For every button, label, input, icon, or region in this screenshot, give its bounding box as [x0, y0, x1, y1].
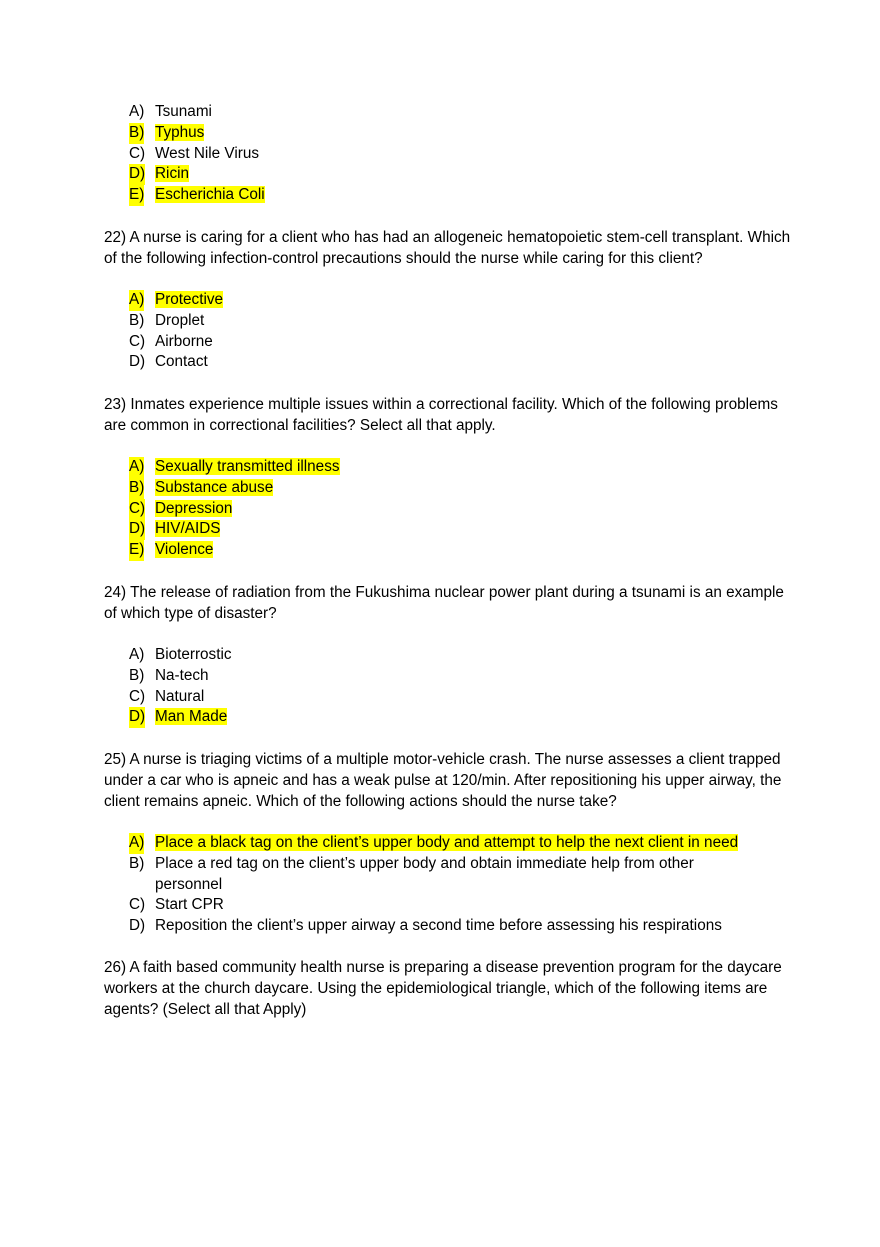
- option-b: [0, 854, 735, 896]
- question-23-text: 23) Inmates experience multiple issues within a correctional facility. Which of the following problems are common in correctional facilities? Select all that apply.: [104, 396, 778, 434]
- option-text: Bioterrostic: [155, 646, 232, 663]
- option-text: Depression: [155, 499, 233, 517]
- answer-options: [0, 645, 880, 728]
- option-text: West Nile Virus: [155, 144, 259, 162]
- option-c: [0, 687, 880, 708]
- option-letter: E): [129, 185, 144, 206]
- option-text: Tsunami: [155, 103, 212, 120]
- answer-options: [0, 290, 880, 373]
- option-letter: B): [129, 478, 144, 499]
- option-text: Reposition the client’s upper airway a second time before assessing his respirations: [155, 917, 722, 935]
- option-text: Airborne: [155, 332, 213, 350]
- option-a: [0, 833, 880, 854]
- option-letter: C): [129, 144, 146, 162]
- question-26-block: [0, 958, 880, 1020]
- option-text: Ricin: [155, 165, 189, 183]
- question-25-block: [0, 750, 880, 812]
- question-24-block: [0, 583, 880, 625]
- option-a: [0, 645, 880, 666]
- question-22-options-block: [0, 290, 880, 373]
- option-a: [0, 290, 880, 311]
- option-b: [0, 123, 880, 144]
- answer-options: [0, 833, 880, 937]
- option-letter: C): [129, 499, 145, 520]
- option-text: Man Made: [155, 708, 228, 726]
- option-text: Droplet: [155, 311, 205, 329]
- option-text: Sexually transmitted illness: [155, 458, 340, 475]
- option-letter: D): [129, 353, 146, 371]
- option-letter: A): [129, 290, 144, 311]
- option-e: [0, 185, 880, 206]
- option-d: [0, 164, 880, 185]
- option-text: Place a black tag on the client’s upper body and attempt to help the next client in need: [155, 834, 739, 851]
- option-text: Contact: [155, 353, 208, 371]
- option-letter: C): [129, 332, 146, 350]
- question-22-block: [0, 228, 880, 270]
- question-25-options-block: [0, 833, 880, 937]
- question-25-text: 25) A nurse is triaging victims of a multiple motor-vehicle crash. The nurse assesses a client trapped under a car who is apneic and has a weak pulse at 120/min. After repositioning his upper airway, the client remains apneic. Which of the following actions should the nurse take?: [104, 751, 782, 810]
- option-letter: E): [129, 540, 144, 561]
- option-letter: C): [129, 687, 146, 705]
- option-letter: B): [129, 311, 145, 329]
- option-letter: D): [129, 917, 146, 935]
- option-letter: B): [129, 123, 144, 144]
- question-26-text: 26) A faith based community health nurse is preparing a disease prevention program for the daycare workers at the church daycare. Using the epidemiological triangle, which of the following items are agents? (Select all that Apply): [104, 959, 782, 1018]
- option-text: Start CPR: [155, 896, 224, 914]
- question-24-options-block: [0, 645, 880, 728]
- option-text: Place a red tag on the client’s upper body and obtain immediate help from other personnel: [155, 854, 694, 893]
- option-b: [0, 666, 880, 687]
- option-letter: B): [129, 666, 145, 684]
- option-letter: A): [129, 646, 145, 663]
- question-23-options-block: [0, 457, 880, 561]
- question-24-text: 24) The release of radiation from the Fukushima nuclear power plant during a tsunami is an example of which type of disaster?: [104, 584, 784, 622]
- option-text: Typhus: [155, 123, 205, 141]
- option-text: Natural: [155, 687, 205, 705]
- option-text: HIV/AIDS: [155, 520, 221, 538]
- option-letter: C): [129, 896, 146, 914]
- option-text: Violence: [155, 541, 214, 559]
- option-letter: A): [129, 457, 144, 478]
- question-22-text: 22) A nurse is caring for a client who has had an allogeneic hematopoietic stem-cell transplant. Which of the following infection-control precautions should the nurse while caring for this client?: [104, 229, 791, 267]
- option-c: [0, 144, 880, 165]
- option-d: [0, 519, 880, 540]
- option-letter: B): [129, 854, 145, 872]
- option-text: Protective: [155, 291, 224, 308]
- answer-options: [0, 457, 880, 561]
- option-c: [0, 499, 880, 520]
- question-21-options-block: [0, 102, 880, 206]
- answer-options: [0, 102, 880, 206]
- option-e: [0, 540, 880, 561]
- option-a: [0, 457, 880, 478]
- option-text: Substance abuse: [155, 478, 274, 496]
- option-a: [0, 102, 880, 123]
- option-b: [0, 311, 880, 332]
- option-text: Escherichia Coli: [155, 186, 265, 204]
- option-b: [0, 478, 880, 499]
- option-letter: D): [129, 707, 145, 728]
- option-d: [0, 352, 880, 373]
- option-d: [0, 707, 880, 728]
- option-d: [0, 916, 880, 937]
- option-c: [0, 895, 880, 916]
- question-23-block: [0, 395, 880, 437]
- option-letter: A): [129, 103, 145, 120]
- option-letter: D): [129, 519, 145, 540]
- option-letter: D): [129, 164, 145, 185]
- option-c: [0, 332, 880, 353]
- option-text: Na-tech: [155, 666, 209, 684]
- option-letter: A): [129, 833, 144, 854]
